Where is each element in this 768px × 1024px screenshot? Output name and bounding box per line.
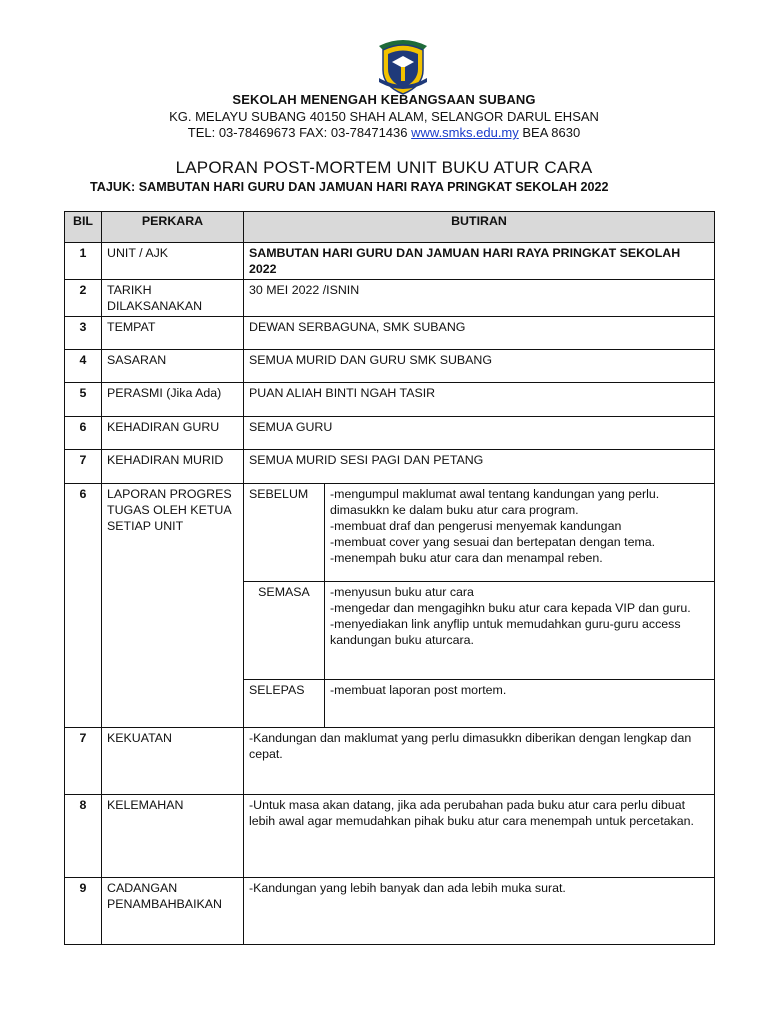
report-subject: TAJUK: SAMBUTAN HARI GURU DAN JAMUAN HARI RAYA PRINGKAT SEKOLAH 2022 — [90, 180, 609, 194]
table-row — [65, 417, 715, 450]
table-row — [65, 450, 715, 484]
phase-line: -mengumpul maklumat awal tentang kandungan yang perlu. dimasukkn ke dalam buku atur cara program. — [330, 487, 660, 517]
table-row — [65, 243, 715, 280]
row-butiran: -Kandungan yang lebih banyak dan ada lebih muka surat. — [244, 878, 715, 945]
phase-line: -menyediakan link anyflip untuk memudahkan guru-guru access kandungan buku aturcara. — [330, 616, 681, 647]
row-bil: 3 — [65, 317, 102, 350]
website-link[interactable]: www.smks.edu.my — [411, 125, 519, 140]
row-bil: 4 — [65, 350, 102, 383]
row-bil: 5 — [65, 383, 102, 417]
row-butiran: SEMUA GURU — [244, 417, 715, 450]
progress-details — [244, 484, 715, 728]
row-butiran: DEWAN SERBAGUNA, SMK SUBANG — [244, 317, 715, 350]
row-bil: 8 — [65, 795, 102, 878]
school-address: KG. MELAYU SUBANG 40150 SHAH ALAM, SELANGOR DARUL EHSAN — [169, 109, 599, 124]
table-header-row — [65, 212, 715, 243]
row-perkara: LAPORAN PROGRES TUGAS OLEH KETUA SETIAP UNIT — [102, 484, 244, 728]
table-row — [65, 728, 715, 795]
table-row — [65, 280, 715, 317]
row-bil: 6 — [65, 417, 102, 450]
phase-label: SEBELUM — [244, 484, 325, 581]
row-butiran: SAMBUTAN HARI GURU DAN JAMUAN HARI RAYA PRINGKAT SEKOLAH 2022 — [244, 243, 715, 280]
row-perkara: UNIT / AJK — [102, 243, 244, 280]
phase-line: -mengedar dan mengagihkn buku atur cara kepada VIP dan guru. — [330, 600, 691, 615]
phase-line: -membuat laporan post mortem. — [330, 682, 507, 697]
table-row — [65, 383, 715, 417]
phase-row-semasa — [244, 581, 714, 679]
progress-phase-table — [244, 484, 714, 727]
row-butiran: PUAN ALIAH BINTI NGAH TASIR — [244, 383, 715, 417]
progress-row — [65, 484, 715, 728]
row-perkara: KEHADIRAN GURU — [102, 417, 244, 450]
phase-details — [325, 679, 715, 727]
row-bil: 2 — [65, 280, 102, 317]
phase-row-sebelum — [244, 484, 714, 581]
report-table — [64, 211, 715, 945]
row-perkara: TARIKH DILAKSANAKAN — [102, 280, 244, 317]
row-perkara: KELEMAHAN — [102, 795, 244, 878]
phase-row-selepas — [244, 679, 714, 727]
row-perkara: KEHADIRAN MURID — [102, 450, 244, 484]
school-name: SEKOLAH MENENGAH KEBANGSAAN SUBANG — [232, 92, 536, 107]
row-butiran: SEMUA MURID DAN GURU SMK SUBANG — [244, 350, 715, 383]
report-title: LAPORAN POST-MORTEM UNIT BUKU ATUR CARA — [175, 158, 593, 177]
row-bil: 6 — [65, 484, 102, 728]
row-perkara: SASARAN — [102, 350, 244, 383]
phase-details — [325, 484, 715, 581]
phase-line: -membuat cover yang sesuai dan bertepatan dengan tema. — [330, 535, 656, 549]
row-perkara: KEKUATAN — [102, 728, 244, 795]
row-bil: 1 — [65, 243, 102, 280]
row-butiran: -Untuk masa akan datang, jika ada perubahan pada buku atur cara perlu dibuat lebih awal agar memudahkan pihak buku atur cara menempah untuk percetakan. — [244, 795, 715, 878]
contact-line — [0, 125, 768, 140]
row-perkara: CADANGAN PENAMBAHBAIKAN — [102, 878, 244, 945]
col-header-perkara: PERKARA — [102, 212, 244, 243]
col-header-butiran: BUTIRAN — [244, 212, 715, 243]
phase-label: SEMASA — [244, 581, 325, 679]
row-butiran: 30 MEI 2022 /ISNIN — [244, 280, 715, 317]
phase-line: -menempah buku atur cara dan menampal reben. — [330, 551, 603, 565]
phase-line: -membuat draf dan pengerusi menyemak kandungan — [330, 519, 622, 533]
table-row — [65, 350, 715, 383]
school-crest-logo — [375, 36, 431, 96]
phase-label: SELEPAS — [244, 679, 325, 727]
row-perkara: PERASMI (Jika Ada) — [102, 383, 244, 417]
phase-line: -menyusun buku atur cara — [330, 584, 474, 599]
table-row — [65, 795, 715, 878]
col-header-bil: BIL — [65, 212, 102, 243]
row-butiran: SEMUA MURID SESI PAGI DAN PETANG — [244, 450, 715, 484]
phase-details — [325, 581, 715, 679]
row-bil: 7 — [65, 728, 102, 795]
table-row — [65, 317, 715, 350]
row-perkara: TEMPAT — [102, 317, 244, 350]
table-row — [65, 878, 715, 945]
school-code: BEA 8630 — [522, 125, 581, 140]
row-bil: 7 — [65, 450, 102, 484]
tel-fax-text: TEL: 03-78469673 FAX: 03-78471436 — [187, 125, 408, 140]
row-butiran: -Kandungan dan maklumat yang perlu dimasukkn diberikan dengan lengkap dan cepat. — [244, 728, 715, 795]
row-bil: 9 — [65, 878, 102, 945]
